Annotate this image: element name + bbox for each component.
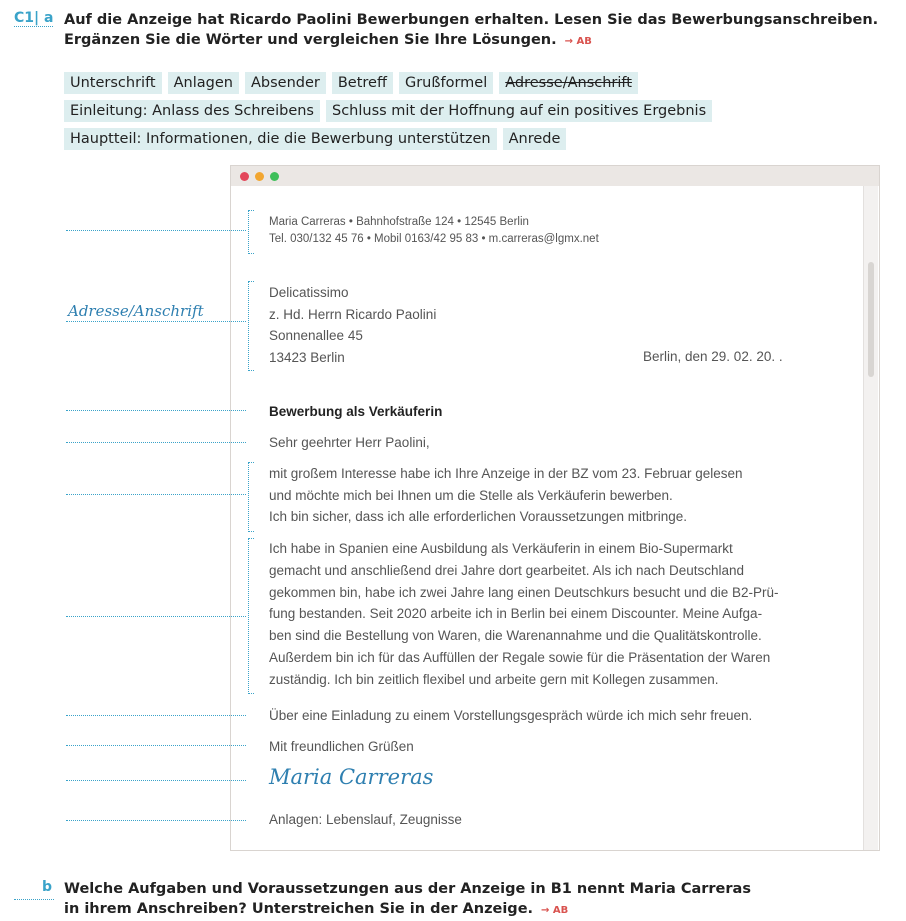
main-line: gekommen bin, habe ich zwei Jahre lang einen Deutschkurs besucht und die B2-Prü- — [269, 584, 779, 600]
word-bank — [64, 72, 804, 156]
bracket-sender — [248, 210, 254, 254]
task-b-line2: in ihrem Anschreiben? Unterstreichen Sie in der Anzeige. → AB — [64, 901, 569, 917]
word-chip-schluss[interactable]: Schluss mit der Hoffnung auf ein positives Ergebnis — [326, 100, 712, 122]
letter-date: Berlin, den 29. 02. 20. . — [643, 349, 783, 364]
letter-attachments: Anlagen: Lebenslauf, Zeugnisse — [269, 812, 462, 827]
letter-main — [269, 538, 779, 691]
task-a-line2: Ergänzen Sie die Wörter und vergleichen Sie Ihre Lösungen. → AB — [64, 32, 592, 48]
letter-signature: Maria Carreras — [269, 765, 434, 789]
ab-reference[interactable]: → AB — [564, 36, 592, 47]
word-chip-anrede[interactable]: Anrede — [503, 128, 567, 150]
sender-line-1: Maria Carreras • Bahnhofstraße 124 • 12545 Berlin — [269, 216, 529, 228]
answer-line-sender[interactable] — [66, 230, 246, 231]
answer-line-address[interactable] — [66, 321, 246, 322]
main-line: ben sind die Bestellung von Waren, die Warenannahme und die Qualitätskontrolle. — [269, 628, 762, 644]
intro-line: und möchte mich bei Ihnen um die Stelle als Verkäuferin bewerben. — [269, 487, 673, 503]
close-dot-icon[interactable] — [240, 172, 249, 181]
word-bank-row-1 — [64, 72, 804, 94]
address-line: 13423 Berlin — [269, 349, 345, 365]
bracket-main — [248, 538, 254, 694]
minimize-dot-icon[interactable] — [255, 172, 264, 181]
task-b-instruction — [64, 879, 894, 921]
address-line: Sonnenallee 45 — [269, 328, 363, 343]
answer-line-signature[interactable] — [66, 780, 246, 781]
task-a-instruction — [64, 10, 894, 52]
intro-line: Ich bin sicher, dass ich alle erforderlichen Voraussetzungen mitbringe. — [269, 509, 687, 524]
word-chip-anlagen[interactable]: Anlagen — [168, 72, 239, 94]
maximize-dot-icon[interactable] — [270, 172, 279, 181]
task-b-line1: Welche Aufgaben und Voraussetzungen aus der Anzeige in B1 nennt Maria Carreras — [64, 881, 751, 897]
letter-intro — [269, 463, 743, 528]
word-chip-hauptteil[interactable]: Hauptteil: Informationen, die die Bewerbung unterstützen — [64, 128, 497, 150]
bracket-intro — [248, 462, 254, 532]
letter-subject: Bewerbung als Verkäuferin — [269, 404, 443, 419]
letter-closing: Über eine Einladung zu einem Vorstellungsgespräch würde ich mich sehr freuen. — [269, 708, 753, 723]
address-line: z. Hd. Herrn Ricardo Paolini — [269, 306, 437, 322]
main-line: gemacht und anschließend drei Jahre dort gearbeitet. Als ich nach Deutschland — [269, 562, 745, 578]
ab-reference-b[interactable]: → AB — [541, 905, 569, 916]
main-line: zuständig. Ich bin zeitlich flexibel und arbeite gern mit Kollegen zusammen. — [269, 671, 719, 687]
answer-line-subject[interactable] — [66, 410, 246, 411]
answer-line-closing[interactable] — [66, 715, 246, 716]
task-number-a: C1| a — [14, 10, 54, 26]
word-chip-unterschrift[interactable]: Unterschrift — [64, 72, 162, 94]
word-bank-row-2 — [64, 100, 804, 122]
task-a-line1: Auf die Anzeige hat Ricardo Paolini Bewerbungen erhalten. Lesen Sie das Bewerbungsanschreiben. — [64, 12, 879, 28]
word-bank-row-3 — [64, 128, 804, 150]
sender-line-2: Tel. 030/132 45 76 • Mobil 0163/42 95 83 • m.carreras@lgmx.net — [269, 233, 599, 245]
recipient-address — [269, 282, 436, 368]
main-line: Ich habe in Spanien eine Ausbildung als Verkäuferin in einem Bio-Supermarkt — [269, 541, 733, 556]
main-line: Außerdem bin ich für das Auffüllen der Regale sowie für die Präsentation der Waren — [269, 649, 771, 665]
letter-greeting: Mit freundlichen Grüßen — [269, 739, 414, 754]
scrollbar-thumb[interactable] — [868, 262, 874, 377]
main-line: fung bestanden. Seit 2020 arbeite ich in Berlin bei einem Discounter. Meine Aufga- — [269, 606, 763, 622]
intro-line: mit großem Interesse habe ich Ihre Anzeige in der BZ vom 23. Februar gelesen — [269, 466, 743, 481]
answer-address: Adresse/Anschrift — [68, 302, 204, 320]
bracket-address — [248, 281, 254, 371]
word-chip-adresse-used[interactable]: Adresse/Anschrift — [499, 72, 638, 94]
letter-salutation: Sehr geehrter Herr Paolini, — [269, 435, 430, 450]
word-chip-einleitung[interactable]: Einleitung: Anlass des Schreibens — [64, 100, 320, 122]
scrollbar-track[interactable] — [863, 186, 878, 850]
answer-line-salutation[interactable] — [66, 442, 246, 443]
answer-line-main[interactable] — [66, 616, 246, 617]
word-chip-grussformel[interactable]: Grußformel — [399, 72, 493, 94]
answer-line-intro[interactable] — [66, 494, 246, 495]
answer-line-greeting[interactable] — [66, 745, 246, 746]
task-number-b: b — [42, 879, 53, 895]
task-b-marker-line — [14, 899, 54, 900]
window-titlebar — [231, 166, 879, 186]
address-line: Delicatissimo — [269, 285, 349, 300]
sender-block — [269, 214, 599, 248]
word-chip-absender[interactable]: Absender — [245, 72, 326, 94]
word-chip-betreff[interactable]: Betreff — [332, 72, 393, 94]
answer-line-attachments[interactable] — [66, 820, 246, 821]
